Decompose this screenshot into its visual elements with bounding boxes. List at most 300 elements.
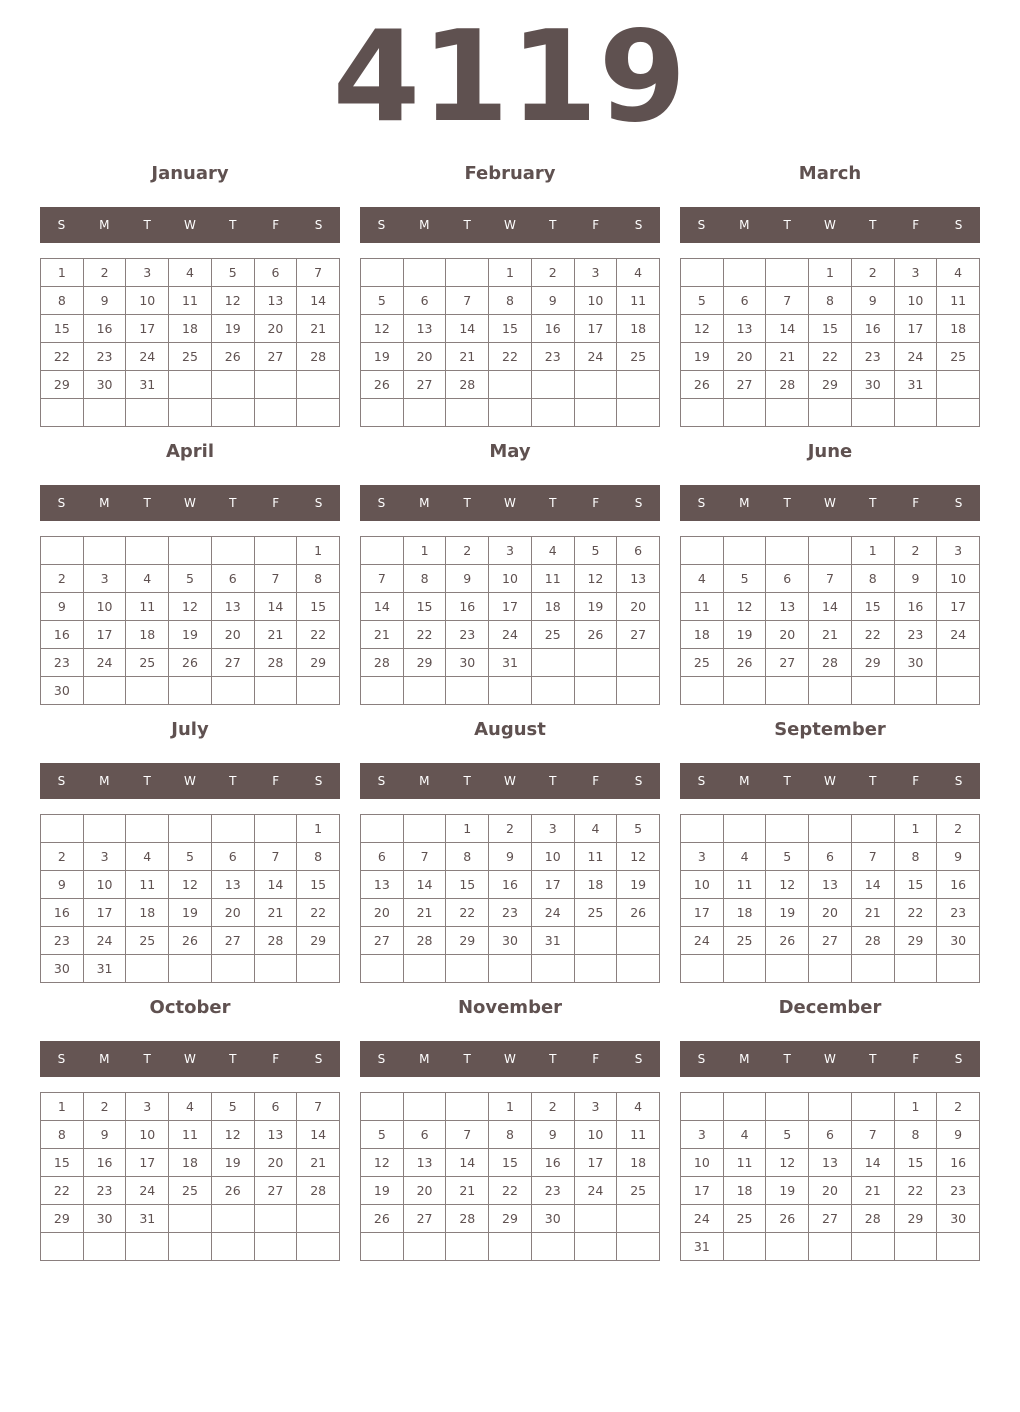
empty-day-cell [404,1233,447,1261]
day-cell: 25 [126,649,169,677]
day-cell: 25 [575,899,618,927]
day-cell: 9 [41,593,84,621]
empty-day-cell [681,955,724,983]
empty-day-cell [169,537,212,565]
day-cell: 4 [724,843,767,871]
day-cell: 20 [404,343,447,371]
empty-day-cell [766,259,809,287]
empty-day-cell [766,1233,809,1261]
weekday-label: F [272,218,280,232]
day-cell: 18 [937,315,980,343]
day-cell: 18 [575,871,618,899]
empty-day-cell [255,677,298,705]
day-cell: 27 [255,1177,298,1205]
weekday-label: S [697,774,706,788]
day-cell: 18 [724,1177,767,1205]
day-cell: 14 [361,593,404,621]
empty-day-cell [404,815,447,843]
empty-day-cell [212,955,255,983]
day-cell: 23 [937,1177,980,1205]
day-cell: 27 [212,649,255,677]
empty-day-cell [575,677,618,705]
empty-day-cell [852,1093,895,1121]
day-cell: 22 [489,1177,532,1205]
day-cell: 5 [212,259,255,287]
weekday-label: S [377,774,386,788]
weekday-label: S [634,496,643,510]
day-cell: 26 [575,621,618,649]
empty-day-cell [724,677,767,705]
weekday-label: M [739,774,750,788]
empty-day-cell [532,399,575,427]
day-cell: 29 [41,371,84,399]
day-cell: 13 [724,315,767,343]
day-cell: 11 [169,287,212,315]
weekday-label: M [419,218,430,232]
day-cell: 24 [681,1205,724,1233]
weekday-label: W [824,218,836,232]
weekday-label: T [783,1052,791,1066]
day-cell: 17 [126,1149,169,1177]
day-cell: 28 [255,927,298,955]
empty-day-cell [766,537,809,565]
empty-day-cell [532,677,575,705]
day-cell: 30 [84,371,127,399]
day-cell: 2 [852,259,895,287]
day-cell: 11 [724,871,767,899]
day-cell: 14 [255,871,298,899]
day-cell: 9 [937,843,980,871]
empty-day-cell [724,815,767,843]
empty-day-cell [41,537,84,565]
day-cell: 23 [852,343,895,371]
weekday-header [680,207,980,243]
empty-day-cell [766,955,809,983]
day-cell: 3 [895,259,938,287]
day-cell: 16 [895,593,938,621]
month-april [40,440,340,718]
day-cell: 21 [297,1149,340,1177]
day-cell: 25 [169,343,212,371]
weekday-label: T [463,774,471,788]
weekday-label: F [912,218,920,232]
weekday-label: S [57,496,66,510]
empty-day-cell [724,1233,767,1261]
day-cell: 15 [895,871,938,899]
day-cell: 25 [617,343,660,371]
day-cell: 26 [212,343,255,371]
day-cell: 28 [852,927,895,955]
day-cell: 30 [532,1205,575,1233]
day-cell: 10 [84,593,127,621]
day-cell: 18 [169,1149,212,1177]
day-cell: 13 [766,593,809,621]
day-cell: 30 [489,927,532,955]
day-cell: 25 [681,649,724,677]
weekday-label: S [954,1052,963,1066]
day-cell: 21 [255,899,298,927]
weekday-label: T [463,1052,471,1066]
day-cell: 1 [297,815,340,843]
day-cell: 3 [532,815,575,843]
weekday-label: S [377,218,386,232]
empty-day-cell [489,955,532,983]
day-cell: 3 [575,259,618,287]
day-cell: 27 [809,927,852,955]
weekday-label: F [912,774,920,788]
empty-day-cell [404,259,447,287]
day-cell: 4 [617,259,660,287]
day-cell: 13 [617,565,660,593]
day-cell: 10 [681,871,724,899]
empty-day-cell [617,927,660,955]
day-cell: 2 [937,815,980,843]
day-grid [360,536,660,705]
day-cell: 16 [446,593,489,621]
day-cell: 31 [681,1233,724,1261]
weekday-label: F [592,1052,600,1066]
empty-day-cell [724,259,767,287]
day-grid [360,258,660,427]
day-cell: 22 [895,899,938,927]
day-cell: 26 [766,927,809,955]
day-cell: 14 [852,871,895,899]
empty-day-cell [809,399,852,427]
day-cell: 17 [489,593,532,621]
day-cell: 20 [255,1149,298,1177]
day-cell: 6 [255,1093,298,1121]
day-cell: 28 [809,649,852,677]
day-cell: 27 [617,621,660,649]
day-cell: 18 [126,621,169,649]
day-cell: 27 [404,371,447,399]
empty-day-cell [126,815,169,843]
day-cell: 28 [404,927,447,955]
day-cell: 3 [84,565,127,593]
empty-day-cell [937,371,980,399]
empty-day-cell [681,815,724,843]
empty-day-cell [255,399,298,427]
day-cell: 7 [404,843,447,871]
day-cell: 21 [766,343,809,371]
day-cell: 8 [297,843,340,871]
day-cell: 20 [617,593,660,621]
day-grid [40,1092,340,1261]
day-cell: 28 [766,371,809,399]
empty-day-cell [84,399,127,427]
day-cell: 7 [446,287,489,315]
day-cell: 11 [532,565,575,593]
month-name: November [457,997,563,1018]
day-cell: 19 [724,621,767,649]
day-cell: 14 [297,1121,340,1149]
day-cell: 12 [724,593,767,621]
day-cell: 20 [809,899,852,927]
empty-day-cell [852,1233,895,1261]
weekday-label: T [463,496,471,510]
empty-day-cell [361,1093,404,1121]
day-cell: 26 [724,649,767,677]
day-cell: 22 [446,899,489,927]
day-cell: 8 [809,287,852,315]
day-cell: 21 [852,1177,895,1205]
weekday-label: T [229,218,237,232]
day-cell: 17 [681,1177,724,1205]
day-cell: 6 [809,1121,852,1149]
day-cell: 22 [404,621,447,649]
weekday-label: S [314,1052,323,1066]
empty-day-cell [809,815,852,843]
empty-day-cell [404,399,447,427]
day-cell: 20 [255,315,298,343]
day-cell: 19 [575,593,618,621]
day-cell: 28 [446,1205,489,1233]
day-cell: 7 [852,1121,895,1149]
day-cell: 2 [41,843,84,871]
day-cell: 8 [41,287,84,315]
day-cell: 17 [84,899,127,927]
weekday-label: F [272,774,280,788]
weekday-label: S [634,774,643,788]
empty-day-cell [361,399,404,427]
day-cell: 5 [361,1121,404,1149]
day-cell: 1 [852,537,895,565]
day-cell: 31 [126,371,169,399]
day-cell: 1 [41,259,84,287]
weekday-label: S [634,1052,643,1066]
day-cell: 9 [446,565,489,593]
empty-day-cell [575,649,618,677]
day-cell: 4 [126,565,169,593]
day-cell: 2 [84,259,127,287]
day-grid [40,536,340,705]
day-cell: 29 [297,649,340,677]
day-cell: 19 [212,1149,255,1177]
day-cell: 18 [617,1149,660,1177]
day-cell: 12 [766,1149,809,1177]
day-cell: 7 [766,287,809,315]
day-cell: 13 [255,1121,298,1149]
day-cell: 12 [766,871,809,899]
weekday-label: W [184,774,196,788]
day-cell: 30 [852,371,895,399]
day-cell: 23 [532,343,575,371]
empty-day-cell [446,955,489,983]
day-cell: 26 [169,927,212,955]
empty-day-cell [169,677,212,705]
day-cell: 25 [126,927,169,955]
day-cell: 21 [404,899,447,927]
weekday-label: M [739,496,750,510]
empty-day-cell [681,677,724,705]
day-cell: 1 [895,815,938,843]
day-cell: 29 [852,649,895,677]
empty-day-cell [169,399,212,427]
day-cell: 29 [489,1205,532,1233]
day-cell: 22 [297,621,340,649]
day-cell: 11 [937,287,980,315]
day-cell: 30 [937,927,980,955]
day-cell: 16 [532,1149,575,1177]
weekday-header [360,207,660,243]
day-grid [680,814,980,983]
day-cell: 15 [446,871,489,899]
day-cell: 24 [489,621,532,649]
month-name: October [149,997,231,1018]
day-cell: 18 [681,621,724,649]
weekday-label: F [592,496,600,510]
day-cell: 17 [532,871,575,899]
day-cell: 8 [852,565,895,593]
day-cell: 1 [809,259,852,287]
day-cell: 25 [724,1205,767,1233]
day-cell: 29 [404,649,447,677]
day-cell: 10 [575,287,618,315]
day-cell: 23 [489,899,532,927]
empty-day-cell [84,537,127,565]
day-cell: 30 [446,649,489,677]
empty-day-cell [575,371,618,399]
day-cell: 4 [169,1093,212,1121]
day-cell: 9 [852,287,895,315]
day-cell: 20 [404,1177,447,1205]
day-cell: 8 [446,843,489,871]
day-cell: 26 [212,1177,255,1205]
day-cell: 26 [766,1205,809,1233]
day-cell: 17 [126,315,169,343]
empty-day-cell [446,1093,489,1121]
empty-day-cell [212,1233,255,1261]
day-cell: 9 [895,565,938,593]
day-cell: 27 [212,927,255,955]
day-cell: 29 [41,1205,84,1233]
empty-day-cell [361,815,404,843]
day-cell: 5 [766,1121,809,1149]
day-cell: 18 [126,899,169,927]
day-cell: 9 [41,871,84,899]
day-cell: 24 [681,927,724,955]
day-cell: 21 [297,315,340,343]
day-grid [360,1092,660,1261]
weekday-label: T [549,496,557,510]
weekday-label: S [954,218,963,232]
weekday-label: F [592,218,600,232]
empty-day-cell [724,955,767,983]
empty-day-cell [255,537,298,565]
empty-day-cell [575,1233,618,1261]
day-cell: 11 [169,1121,212,1149]
month-december [680,996,980,1274]
empty-day-cell [212,815,255,843]
day-cell: 13 [361,871,404,899]
day-cell: 10 [937,565,980,593]
day-grid [680,258,980,427]
day-cell: 27 [404,1205,447,1233]
day-cell: 8 [895,843,938,871]
day-cell: 3 [489,537,532,565]
empty-day-cell [617,399,660,427]
empty-day-cell [126,1233,169,1261]
empty-day-cell [169,955,212,983]
day-cell: 26 [169,649,212,677]
day-cell: 7 [809,565,852,593]
day-cell: 12 [361,315,404,343]
day-cell: 5 [575,537,618,565]
day-cell: 7 [297,1093,340,1121]
day-cell: 1 [404,537,447,565]
weekday-label: W [824,774,836,788]
day-cell: 2 [84,1093,127,1121]
day-cell: 21 [446,343,489,371]
empty-day-cell [404,1093,447,1121]
empty-day-cell [84,677,127,705]
day-cell: 2 [446,537,489,565]
weekday-label: M [99,218,110,232]
weekday-header [680,485,980,521]
weekday-label: T [869,1052,877,1066]
month-february [360,162,660,440]
weekday-label: F [272,496,280,510]
day-cell: 21 [361,621,404,649]
day-cell: 31 [84,955,127,983]
empty-day-cell [212,677,255,705]
month-name: February [464,163,556,184]
empty-day-cell [766,399,809,427]
day-cell: 17 [575,1149,618,1177]
weekday-label: W [184,1052,196,1066]
day-cell: 29 [895,927,938,955]
empty-day-cell [297,677,340,705]
month-june [680,440,980,718]
day-cell: 6 [617,537,660,565]
day-cell: 26 [617,899,660,927]
weekday-label: W [504,774,516,788]
day-cell: 17 [895,315,938,343]
day-cell: 16 [41,899,84,927]
weekday-label: T [783,774,791,788]
day-cell: 9 [84,1121,127,1149]
empty-day-cell [724,399,767,427]
day-cell: 23 [41,649,84,677]
empty-day-cell [255,1233,298,1261]
weekday-label: W [184,218,196,232]
empty-day-cell [489,399,532,427]
day-cell: 19 [766,1177,809,1205]
day-cell: 12 [169,593,212,621]
day-cell: 13 [212,593,255,621]
day-cell: 24 [895,343,938,371]
day-cell: 8 [489,1121,532,1149]
day-cell: 5 [766,843,809,871]
day-cell: 20 [724,343,767,371]
empty-day-cell [255,955,298,983]
month-march [680,162,980,440]
day-cell: 16 [489,871,532,899]
day-cell: 28 [297,343,340,371]
day-cell: 12 [575,565,618,593]
empty-day-cell [361,259,404,287]
day-cell: 27 [255,343,298,371]
day-cell: 6 [724,287,767,315]
empty-day-cell [852,677,895,705]
day-cell: 30 [895,649,938,677]
day-cell: 1 [297,537,340,565]
empty-day-cell [41,399,84,427]
day-cell: 25 [617,1177,660,1205]
day-cell: 15 [297,871,340,899]
day-cell: 6 [361,843,404,871]
empty-day-cell [126,537,169,565]
